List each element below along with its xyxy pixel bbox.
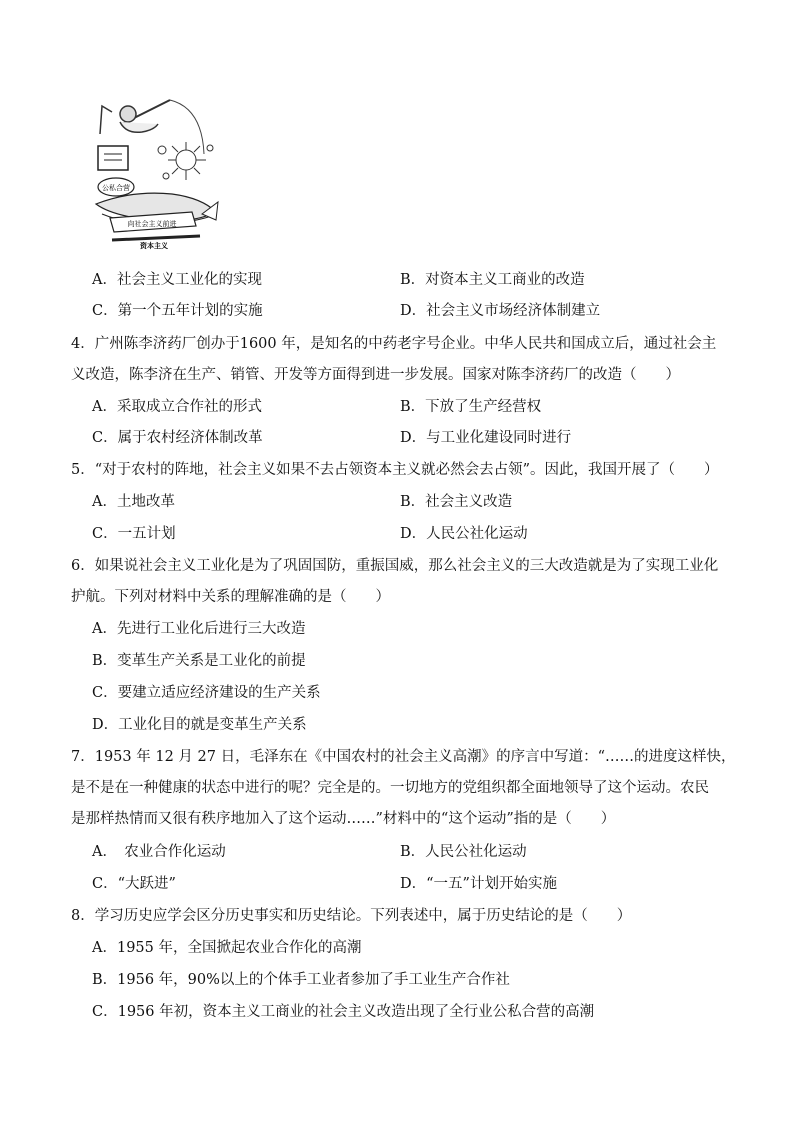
- option-letter: D．: [400, 430, 427, 446]
- option-text: 对资本主义工商业的改造: [425, 272, 585, 288]
- q7-stem-line1: 7．1953 年 12 月 27 日，毛泽东在《中国农村的社会主义高潮》的序言中写道：“……的进度这样快，: [71, 749, 736, 765]
- option-text: 社会主义改造: [425, 494, 513, 510]
- option-letter: C．: [92, 430, 118, 446]
- option-letter: D．: [400, 526, 427, 542]
- option-letter: D．: [92, 717, 119, 733]
- option-text: 1955 年，全国掀起农业合作化的高潮: [116, 940, 362, 956]
- option-text: 一五计划: [117, 526, 176, 542]
- option-letter: B．: [92, 972, 118, 988]
- q3-option-d[interactable]: [400, 301, 600, 321]
- q6-stem-line2: 护航。下列对材料中关系的理解准确的是（ ）: [71, 589, 390, 605]
- q6-option-d[interactable]: [92, 715, 307, 735]
- option-letter: A．: [92, 621, 117, 637]
- option-text: 1956 年，90%以上的个体手工业者参加了手工业生产合作社: [117, 972, 510, 988]
- cartoon-illustration: [92, 94, 224, 256]
- option-letter: D．: [400, 303, 427, 319]
- option-letter: D．: [400, 876, 427, 892]
- option-text: 土地改革: [116, 494, 175, 510]
- cartoon-label-c: 资本主义: [140, 242, 168, 250]
- q5-stem-line1: 5．“对于农村的阵地，社会主义如果不去占领资本主义就必然会去占领”。因此，我国开展了（ ）: [71, 462, 719, 478]
- q4-option-c[interactable]: [92, 428, 263, 448]
- q7-option-d[interactable]: [400, 874, 557, 894]
- option-text: 采取成立合作社的形式: [116, 399, 262, 415]
- option-text: 人民公社化运动: [425, 844, 527, 860]
- option-letter: A．: [92, 940, 117, 956]
- q3-option-c[interactable]: [92, 301, 263, 321]
- option-text: “大跃进”: [117, 876, 176, 892]
- option-text: “一五”计划开始实施: [426, 876, 557, 892]
- option-letter: B．: [92, 653, 118, 669]
- option-letter: B．: [400, 494, 426, 510]
- q8-option-a[interactable]: [92, 938, 362, 958]
- q6-option-b[interactable]: [92, 651, 306, 671]
- option-text: 要建立适应经济建设的生产关系: [117, 685, 321, 701]
- q6-stem-line1: 6．如果说社会主义工业化是为了巩固国防，重振国威，那么社会主义的三大改造就是为了实现工业化: [71, 558, 719, 574]
- q3-option-b[interactable]: [400, 270, 585, 290]
- option-letter: A．: [92, 494, 117, 510]
- q4-option-d[interactable]: [400, 428, 571, 448]
- option-letter: B．: [400, 844, 426, 860]
- option-text: 1956 年初，资本主义工商业的社会主义改造出现了全行业公私合营的高潮: [117, 1004, 595, 1020]
- q8-option-b[interactable]: [92, 970, 510, 990]
- q5-option-b[interactable]: [400, 492, 512, 512]
- q4-option-a[interactable]: [92, 397, 262, 417]
- q6-option-a[interactable]: [92, 619, 305, 639]
- option-letter: A．: [92, 272, 117, 288]
- option-text: 下放了生产经营权: [425, 399, 542, 415]
- q4-option-b[interactable]: [400, 397, 541, 417]
- option-text: 农业合作化运动: [109, 844, 226, 860]
- q3-option-a[interactable]: [92, 270, 262, 290]
- option-text: 与工业化建设同时进行: [426, 430, 572, 446]
- q5-option-a[interactable]: [92, 492, 175, 512]
- option-letter: C．: [92, 303, 118, 319]
- option-text: 先进行工业化后进行三大改造: [116, 621, 306, 637]
- option-text: 人民公社化运动: [426, 526, 528, 542]
- option-letter: A．: [92, 399, 117, 415]
- q5-option-c[interactable]: [92, 524, 176, 544]
- option-text: 变革生产关系是工业化的前提: [117, 653, 306, 669]
- q4-stem-line2: 义改造，陈李济在生产、销管、开发等方面得到进一步发展。国家对陈李济药厂的改造（ ）: [71, 367, 680, 383]
- q8-option-c[interactable]: [92, 1002, 594, 1022]
- option-text: 属于农村经济体制改革: [117, 430, 263, 446]
- option-letter: C．: [92, 526, 118, 542]
- q5-option-d[interactable]: [400, 524, 528, 544]
- option-text: 社会主义工业化的实现: [116, 272, 262, 288]
- q7-option-c[interactable]: [92, 874, 176, 894]
- q4-stem-line1: 4．广州陈李济药厂创办于1600 年，是知名的中药老字号企业。中华人民共和国成立后，通过社会主: [71, 336, 717, 352]
- option-letter: A．: [92, 844, 110, 860]
- option-text: 第一个五年计划的实施: [117, 303, 263, 319]
- q8-stem-line1: 8．学习历史应学会区分历史事实和历史结论。下列表述中，属于历史结论的是（ ）: [71, 908, 632, 924]
- q7-stem-line3: 是那样热情而又很有秩序地加入了这个运动……”材料中的“这个运动”指的是（ ）: [71, 811, 616, 827]
- q7-option-a[interactable]: [92, 842, 226, 862]
- option-text: 工业化目的就是变革生产关系: [118, 717, 307, 733]
- q6-option-c[interactable]: [92, 683, 321, 703]
- option-letter: C．: [92, 685, 118, 701]
- q7-stem-line2: 是不是在一种健康的状态中进行的呢？完全是的。一切地方的党组织都全面地领导了这个运动。农民: [71, 780, 709, 796]
- option-letter: C．: [92, 876, 118, 892]
- option-letter: B．: [400, 272, 426, 288]
- q7-option-b[interactable]: [400, 842, 527, 862]
- option-text: 社会主义市场经济体制建立: [426, 303, 601, 319]
- cartoon-label-a: 公私合营: [102, 184, 130, 192]
- option-letter: B．: [400, 399, 426, 415]
- option-letter: C．: [92, 1004, 118, 1020]
- cartoon-label-b: 向社会主义前进: [127, 220, 177, 228]
